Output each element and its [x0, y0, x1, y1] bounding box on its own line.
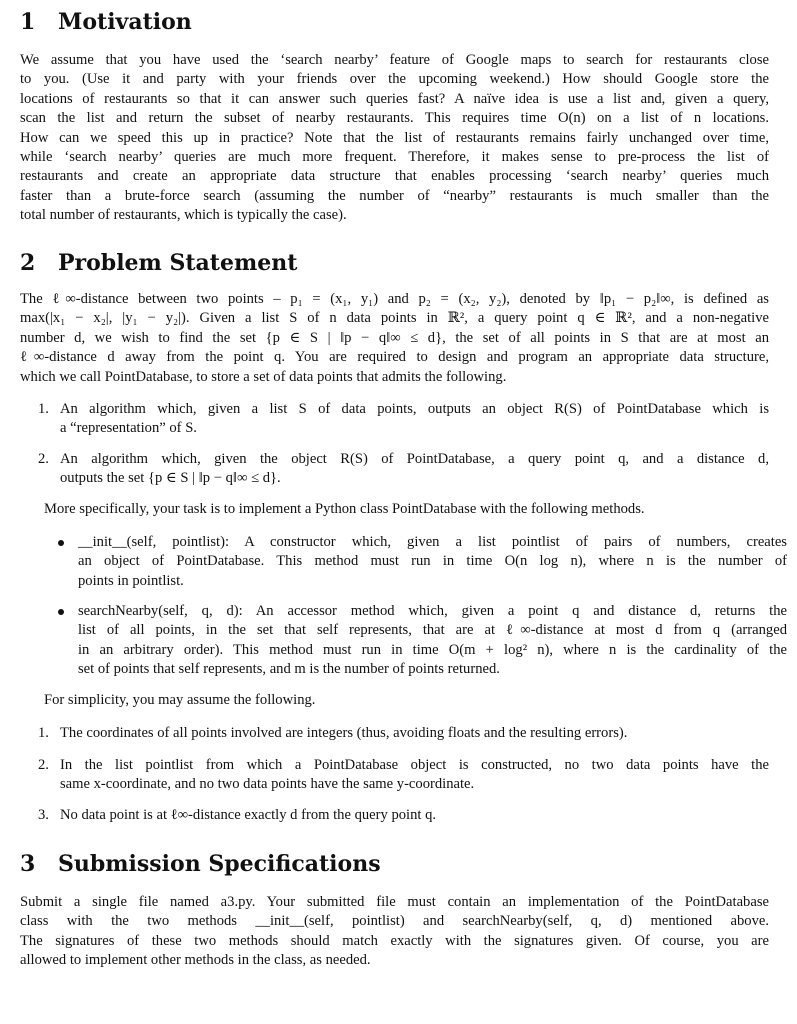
text-line: locations of restaurants so that it can answer such queries fast? A naïve idea is use a list and, given a query, [20, 90, 769, 107]
bullet-icon [58, 540, 64, 546]
text-line: In the list pointlist from which a PointDatabase object is constructed, no two data points have the [60, 757, 769, 773]
text-line: scan the list and return the subset of nearby restaurants. This requires time O(n) on a list of n locations. [20, 110, 769, 127]
text-line: points in pointlist. [78, 572, 184, 589]
assume-intro-paragraph [44, 691, 769, 710]
text-line: More specifically, your task is to implement a Python class PointDatabase with the following methods. [44, 501, 645, 517]
text-line: We assume that you have used the ‘search nearby’ feature of Google maps to search for restaurants close [20, 52, 769, 68]
section-title: Problem Statement [58, 250, 298, 276]
text-line: An algorithm which, given a list S of data points, outputs an object R(S) of PointDatabase which is [60, 401, 769, 417]
item-text [60, 756, 769, 795]
text-line: set of points that self represents, and m is the number of points returned. [78, 661, 500, 678]
item-text [60, 724, 769, 743]
item-text [78, 602, 787, 680]
text-line: No data point is at ℓ∞-distance exactly d from the query point q. [60, 807, 437, 823]
text-line: An algorithm which, given the object R(S) of PointDatabase, a query point q, and a distance d, [60, 451, 769, 467]
text-line: outputs the set {p ∈ S | ‖p − q‖∞ ≤ d}. [60, 470, 281, 487]
text-line: list of all points, in the set that self represents, that are at ℓ∞-distance at most d from q (arranged [78, 622, 787, 639]
text-line: The coordinates of all points involved are integers (thus, avoiding floats and the resulting errors). [60, 725, 628, 741]
motivation-paragraph [20, 51, 769, 226]
text-line: to you. (Use it and party with your friends over the upcoming weekend.) How should Google store the [20, 71, 769, 88]
text-line: The ℓ∞-distance between two points – p₁ = (x₁, y₁) and p₂ = (x₂, y₂), denoted by ‖p₁ − p₂‖∞, is defined as [20, 291, 769, 307]
text-line: number d, we wish to find the set {p ∈ S | ‖p − q‖∞ ≤ d}, the set of all points in S that are at most an [20, 329, 769, 346]
text-line: while ‘search nearby’ queries are much more frequent. Therefore, it makes sense to pre-process the list of [20, 149, 769, 166]
text-line: an object of PointDatabase. This method must run in time O(n log n), where n is the number of [78, 553, 787, 570]
item-text [60, 806, 769, 825]
section-number: 1 [20, 9, 36, 35]
bullet-icon [58, 609, 64, 615]
text-line: faster than a brute-force search (assuming the number of “nearby” restaurants is much smaller than the [20, 187, 769, 204]
more-specifically-paragraph [44, 500, 769, 519]
text-line: allowed to implement other methods in the class, as needed. [20, 952, 371, 969]
text-line: For simplicity, you may assume the following. [44, 692, 316, 708]
text-line: How can we speed this up in practice? Note that the list of restaurants remains fairly unchanged over time, [20, 129, 769, 146]
item-marker: 1. [38, 401, 49, 417]
section-heading-problem-statement [20, 250, 297, 276]
text-line: __init__(self, pointlist): A constructor which, given a list pointlist of pairs of numbers, creates [78, 534, 787, 550]
section-title: Submission Specifications [58, 851, 381, 877]
text-line: class with the two methods __init__(self, pointlist) and searchNearby(self, q, d) mentioned above. [20, 913, 769, 930]
text-line: ℓ∞-distance d away from the point q. You are required to design and program an appropriate data structure, [20, 349, 769, 366]
section-heading-submission [20, 851, 381, 877]
section-number: 2 [20, 250, 36, 276]
item-marker: 3. [38, 807, 49, 823]
text-line: searchNearby(self, q, d): An accessor method which, given a point q and distance d, returns the [78, 603, 787, 619]
text-line: total number of restaurants, which is typically the case). [20, 207, 347, 224]
item-marker: 2. [38, 757, 49, 773]
problem-intro-paragraph [20, 290, 769, 387]
item-text [60, 450, 769, 489]
text-line: in an arbitrary order). This method must run in time O(m + log² n), where n is the cardinality of the [78, 641, 787, 658]
section-number: 3 [20, 851, 36, 877]
item-text [78, 533, 787, 591]
text-line: same x-coordinate, and no two data points have the same y-coordinate. [60, 776, 475, 793]
item-marker: 1. [38, 725, 49, 741]
section-title: Motivation [58, 9, 192, 35]
text-line: a “representation” of S. [60, 420, 197, 437]
section-heading-motivation [20, 9, 192, 35]
submission-paragraph [20, 893, 769, 971]
item-text [60, 400, 769, 439]
item-marker: 2. [38, 451, 49, 467]
text-line: max(|x₁ − x₂|, |y₁ − y₂|). Given a list S of n data points in ℝ², a query point q ∈ ℝ², and a non-negative [20, 310, 769, 327]
text-line: which we call PointDatabase, to store a set of data points that admits the following. [20, 368, 507, 385]
text-line: The signatures of these two methods should match exactly with the signatures given. Of course, you are [20, 932, 769, 949]
text-line: Submit a single file named a3.py. Your submitted file must contain an implementation of the PointDatabase [20, 894, 769, 910]
text-line: restaurants and create an appropriate data structure that enables processing ‘search nearby’ queries much [20, 168, 769, 185]
